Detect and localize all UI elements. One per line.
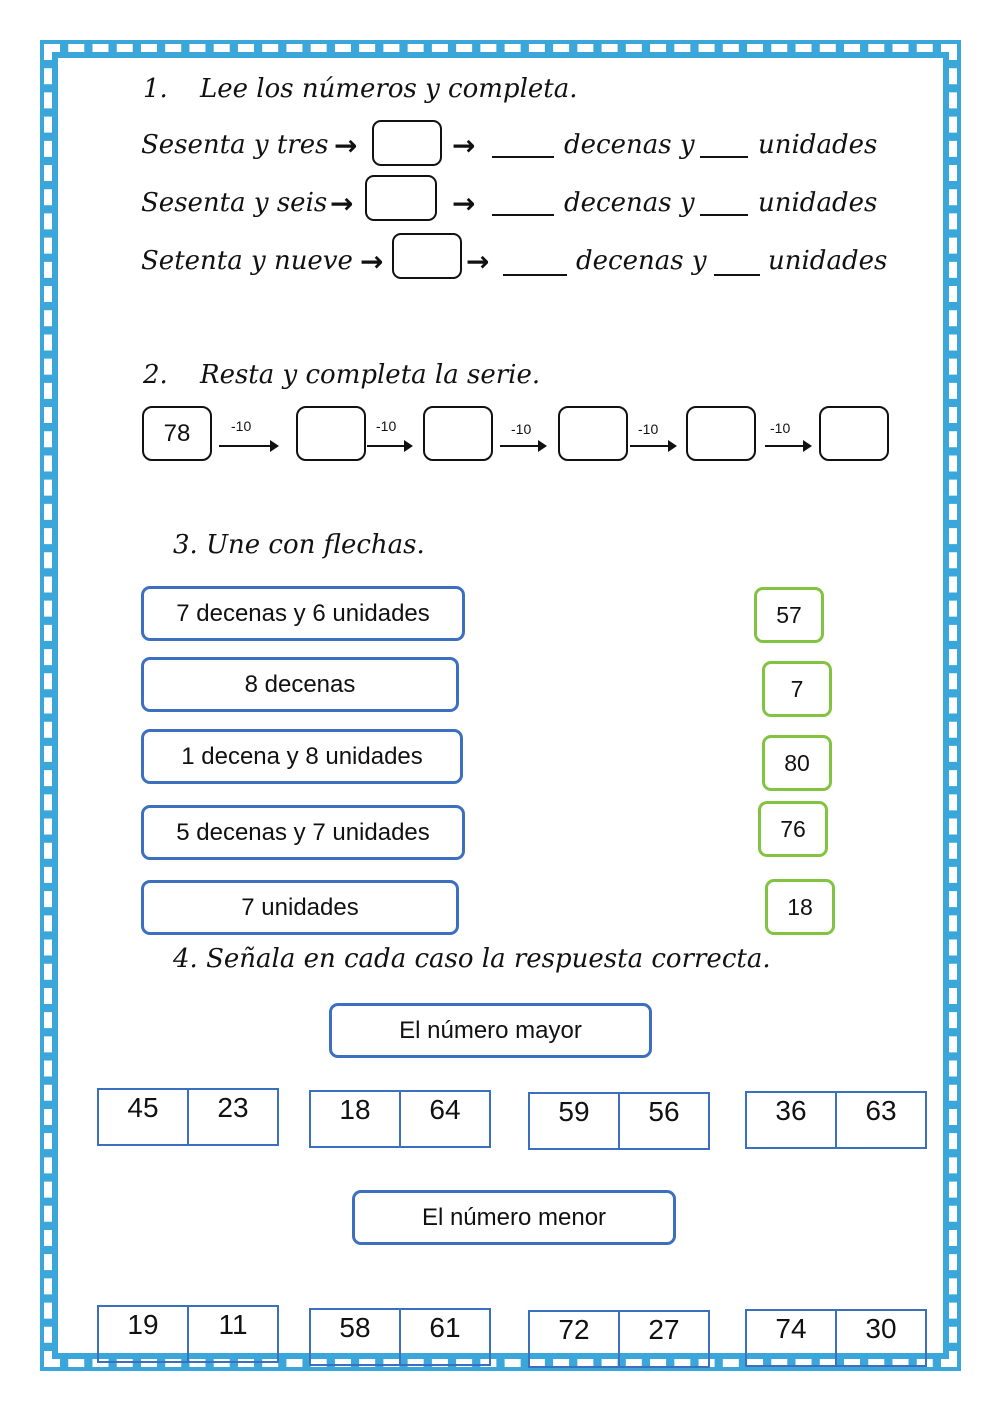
- option-cell[interactable]: 64: [399, 1092, 489, 1146]
- option-cell[interactable]: 18: [339, 1094, 371, 1125]
- arrow-icon: [500, 445, 545, 447]
- row3-number-box[interactable]: [392, 233, 462, 279]
- step-label: -10: [231, 418, 252, 434]
- section1-title: Lee los números y completa.: [200, 74, 578, 104]
- row2-label: Sesenta y seis: [141, 188, 328, 218]
- menor-pair-3: [528, 1310, 710, 1368]
- match-left-1[interactable]: 7 decenas y 6 unidades: [141, 586, 465, 641]
- mayor-pair-3: [528, 1092, 710, 1150]
- arrow-icon: →: [452, 187, 476, 220]
- option-cell[interactable]: 56: [618, 1094, 708, 1148]
- arrow-icon: →: [330, 187, 354, 220]
- series-start: 78: [142, 406, 212, 461]
- section2-title: Resta y completa la serie.: [200, 360, 541, 390]
- mayor-label: El número mayor: [329, 1003, 652, 1058]
- arrow-icon: [219, 445, 277, 447]
- row1-unidades-label: unidades: [758, 130, 878, 160]
- step-label: -10: [511, 421, 532, 437]
- row3-unidades-blank[interactable]: [714, 274, 760, 276]
- match-left-3[interactable]: 1 decena y 8 unidades: [141, 729, 463, 784]
- option-cell[interactable]: 36: [775, 1095, 807, 1126]
- row1-label: Sesenta y tres: [141, 130, 329, 160]
- option-cell[interactable]: 58: [339, 1312, 371, 1343]
- option-cell[interactable]: 11: [187, 1307, 277, 1361]
- option-cell[interactable]: 19: [127, 1309, 159, 1340]
- section1-number: 1.: [143, 74, 168, 104]
- mayor-pair-2: [309, 1090, 491, 1148]
- match-left-2[interactable]: 8 decenas: [141, 657, 459, 712]
- row1-decenas-label: decenas y: [564, 130, 695, 160]
- section4-title: 4. Señala en cada caso la respuesta correcta.: [173, 944, 771, 974]
- arrow-icon: →: [466, 245, 490, 278]
- match-right-5[interactable]: 18: [765, 879, 835, 935]
- option-cell[interactable]: 23: [187, 1090, 277, 1144]
- menor-pair-2: [309, 1308, 491, 1366]
- menor-pair-4: [745, 1309, 927, 1367]
- option-cell[interactable]: 72: [558, 1314, 590, 1345]
- option-cell[interactable]: 74: [775, 1313, 807, 1344]
- series-blank-4[interactable]: [686, 406, 756, 461]
- series-blank-1[interactable]: [296, 406, 366, 461]
- arrow-icon: →: [360, 245, 384, 278]
- match-left-4[interactable]: 5 decenas y 7 unidades: [141, 805, 465, 860]
- match-right-4[interactable]: 76: [758, 801, 828, 857]
- row1-decenas-blank[interactable]: [492, 156, 554, 158]
- match-right-3[interactable]: 80: [762, 735, 832, 791]
- step-label: -10: [376, 418, 397, 434]
- option-cell[interactable]: 59: [558, 1096, 590, 1127]
- option-cell[interactable]: 63: [835, 1093, 925, 1147]
- menor-pair-1: [97, 1305, 279, 1363]
- row2-unidades-blank[interactable]: [700, 214, 748, 216]
- match-right-2[interactable]: 7: [762, 661, 832, 717]
- row2-number-box[interactable]: [365, 175, 437, 221]
- option-cell[interactable]: 45: [127, 1092, 159, 1123]
- match-left-5[interactable]: 7 unidades: [141, 880, 459, 935]
- series-blank-5[interactable]: [819, 406, 889, 461]
- section2-number: 2.: [143, 360, 168, 390]
- series-blank-3[interactable]: [558, 406, 628, 461]
- row3-label: Setenta y nueve: [141, 246, 353, 276]
- step-label: -10: [638, 421, 659, 437]
- row3-decenas-label: decenas y: [576, 246, 707, 276]
- option-cell[interactable]: 30: [835, 1311, 925, 1365]
- menor-label: El número menor: [352, 1190, 676, 1245]
- row1-number-box[interactable]: [372, 120, 442, 166]
- arrow-icon: [367, 445, 411, 447]
- arrow-icon: [630, 445, 675, 447]
- row2-unidades-label: unidades: [758, 188, 878, 218]
- series-blank-2[interactable]: [423, 406, 493, 461]
- step-label: -10: [770, 420, 791, 436]
- arrow-icon: [765, 445, 810, 447]
- row1-unidades-blank[interactable]: [700, 156, 748, 158]
- match-right-1[interactable]: 57: [754, 587, 824, 643]
- row3-decenas-blank[interactable]: [503, 274, 567, 276]
- arrow-icon: →: [334, 129, 358, 162]
- option-cell[interactable]: 61: [399, 1310, 489, 1364]
- row2-decenas-blank[interactable]: [492, 214, 554, 216]
- arrow-icon: →: [452, 129, 476, 162]
- mayor-pair-1: [97, 1088, 279, 1146]
- option-cell[interactable]: 27: [618, 1312, 708, 1366]
- mayor-pair-4: [745, 1091, 927, 1149]
- row3-unidades-label: unidades: [768, 246, 888, 276]
- section3-title: 3. Une con flechas.: [173, 530, 425, 560]
- row2-decenas-label: decenas y: [564, 188, 695, 218]
